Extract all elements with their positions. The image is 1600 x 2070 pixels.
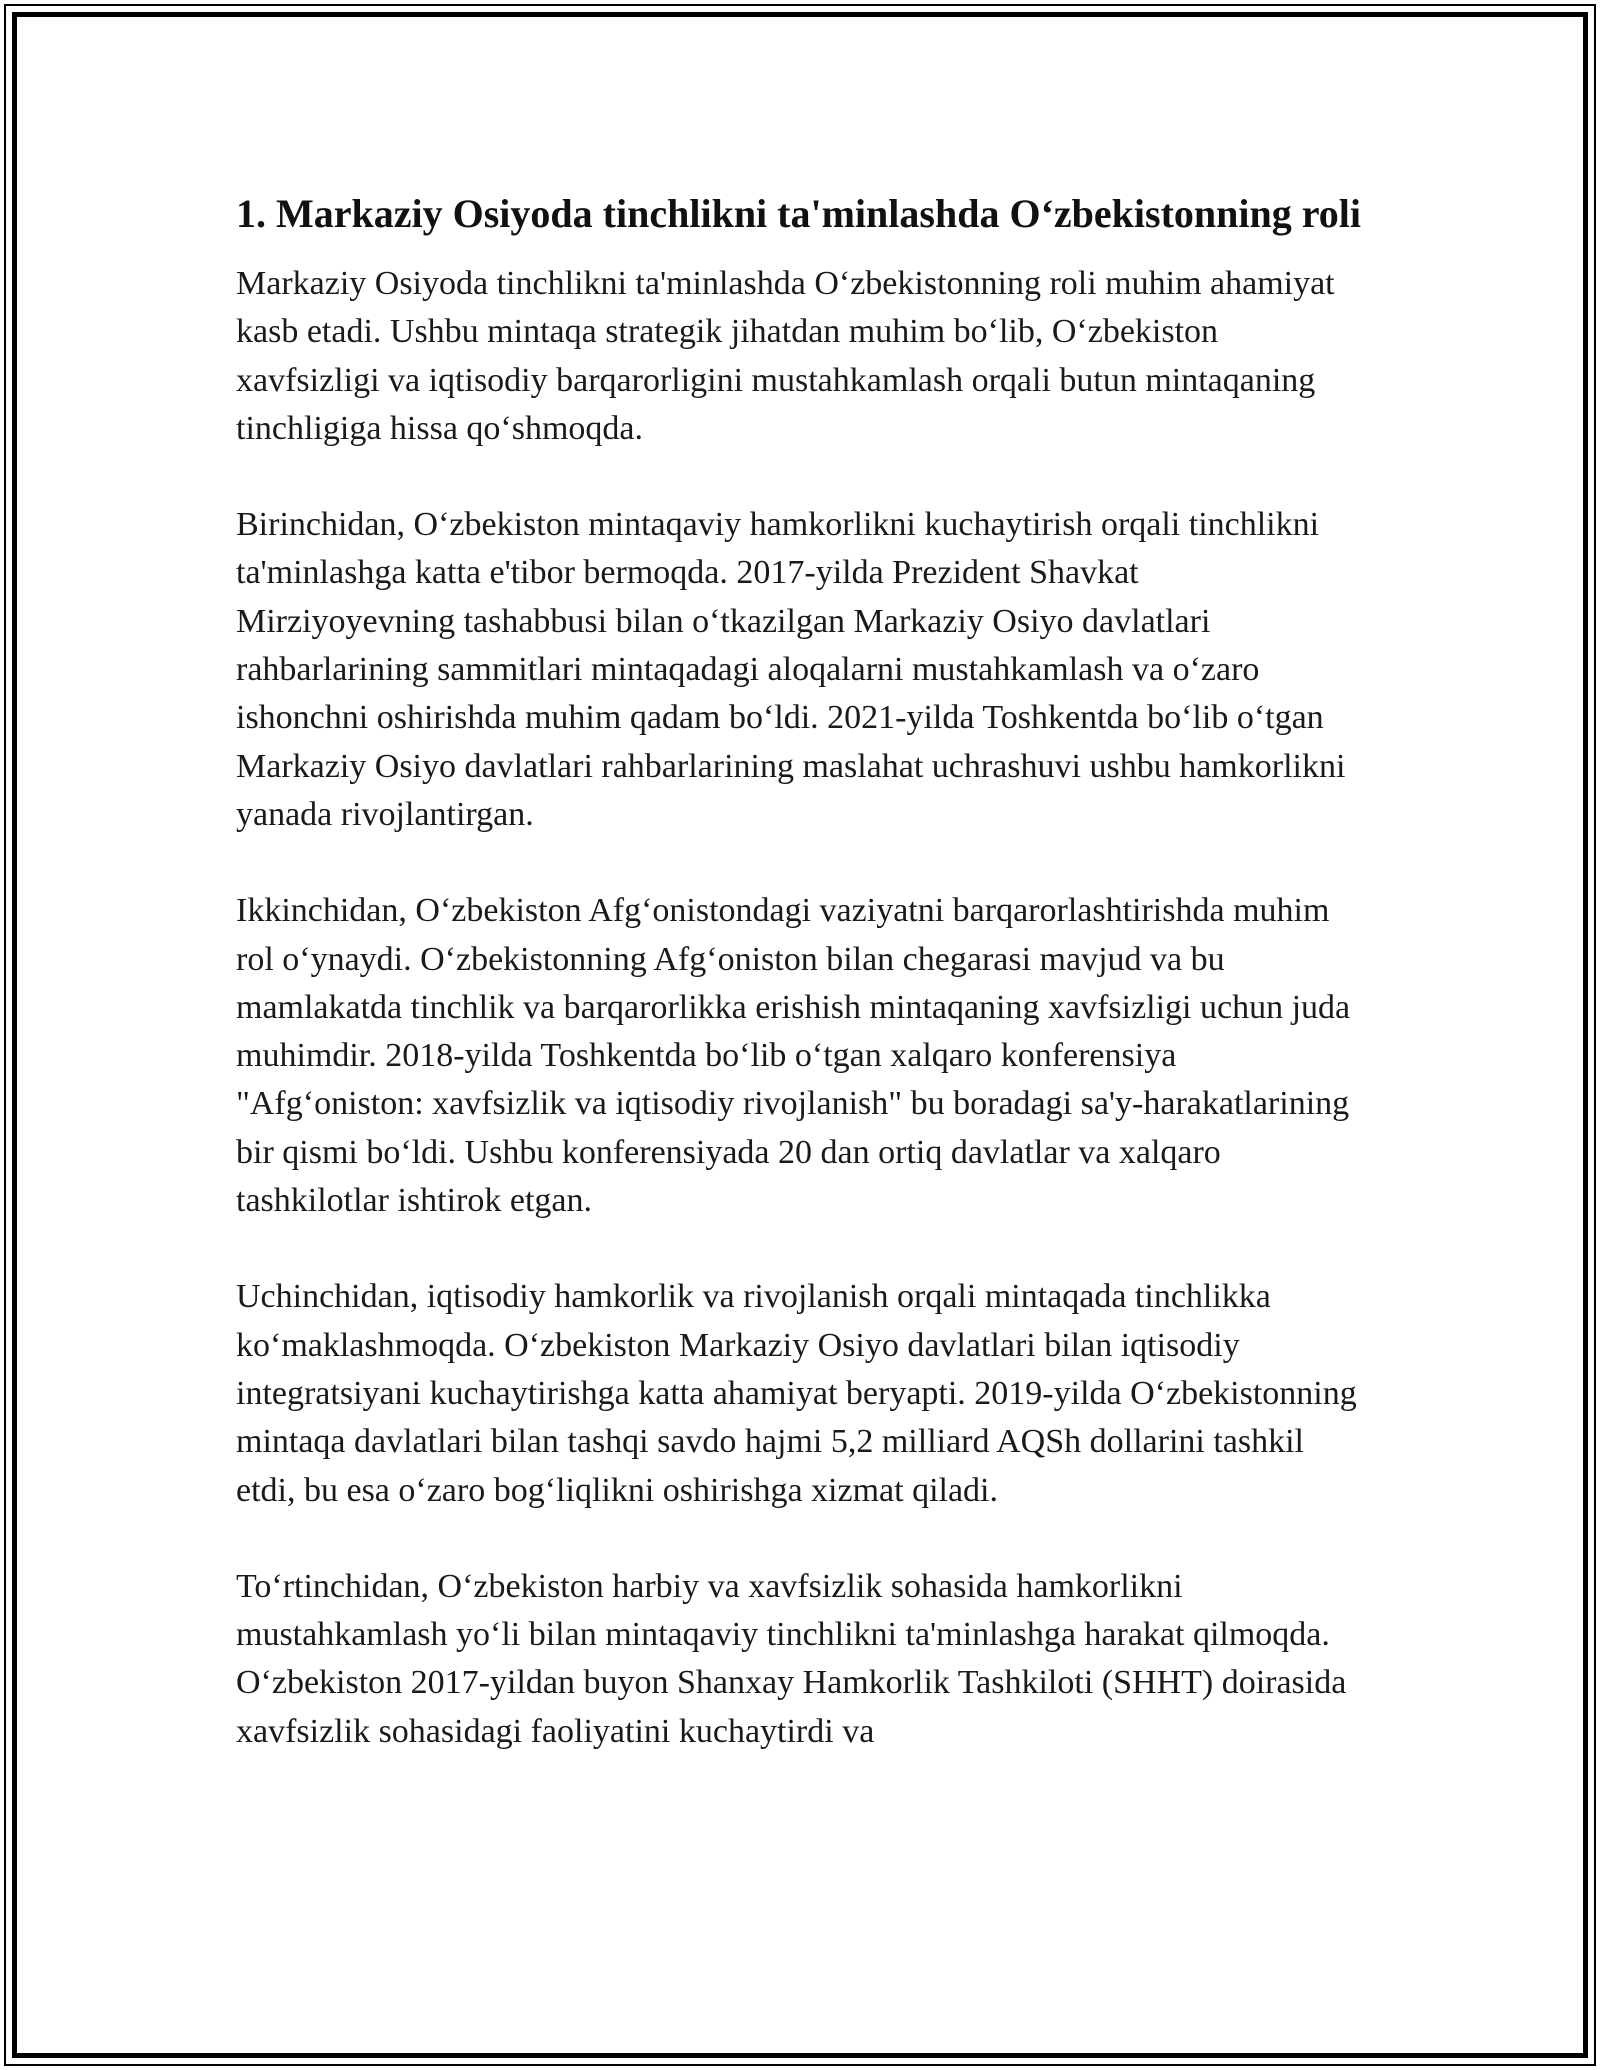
paragraph-second: Ikkinchidan, O‘zbekiston Afg‘onistondagi vaziyatni barqarorlashtirishda muhim rol o‘ynaydi. O‘zbekistonning Afg‘oniston bilan chegarasi mavjud va bu mamlakatda tinchlik va barqarorlikka erishish mintaqaning xavfsizligi uchun juda muhimdir. 2018-yilda Toshkentda bo‘lib o‘tgan xalqaro konferensiya "Afg‘oniston: xavfsizlik va iqtisodiy rivojlanish" bu boradagi sa'y-harakatlarining bir qismi bo‘ldi. Ushbu konferensiyada 20 dan ortiq davlatlar va xalqaro tashkilotlar ishtirok etgan. <box>236 892 1351 1220</box>
paragraph-fourth: To‘rtinchidan, O‘zbekiston harbiy va xavfsizlik sohasida hamkorlikni mustahkamlash yo‘li bilan mintaqaviy tinchlikni ta'minlashga harakat qilmoqda. O‘zbekiston 2017-yildan buyon Shanxay Hamkorlik Tashkiloti (SHHT) doirasida xavfsizlik sohasidagi faoliyatini kuchaytirdi va <box>236 1567 1347 1750</box>
paragraph-third: Uchinchidan, iqtisodiy hamkorlik va rivojlanish orqali mintaqada tinchlikka ko‘maklashmoqda. O‘zbekiston Markaziy Osiyo davlatlari bilan iqtisodiy integratsiyani kuchaytirishga katta ahamiyat beryapti. 2019-yilda O‘zbekistonning mintaqa davlatlari bilan tashqi savdo hajmi 5,2 milliard AQSh dollarini tashkil etdi, bu esa o‘zaro bog‘liqlikni oshirishga xizmat qiladi. <box>236 1278 1357 1509</box>
document-body <box>236 186 1366 1804</box>
paragraph-first: Birinchidan, O‘zbekiston mintaqaviy hamkorlikni kuchaytirish orqali tinchlikni ta'minlashga katta e'tibor bermoqda. 2017-yilda Prezident Shavkat Mirziyoyevning tashabbusi bilan o‘tkazilgan Markaziy Osiyo davlatlari rahbarlarining sammitlari mintaqadagi aloqalarni mustahkamlash va o‘zaro ishonchni oshirishda muhim qadam bo‘ldi. 2021-yilda Toshkentda bo‘lib o‘tgan Markaziy Osiyo davlatlari rahbarlarining maslahat uchrashuvi ushbu hamkorlikni yanada rivojlantirgan. <box>236 506 1346 833</box>
section-heading: 1. Markaziy Osiyoda tinchlikni ta'minlashda O‘zbekistonning roli <box>236 191 1361 236</box>
paragraph-intro: Markaziy Osiyoda tinchlikni ta'minlashda O‘zbekistonning roli muhim ahamiyat kasb etadi. Ushbu mintaqa strategik jihatdan muhim bo‘lib, O‘zbekiston xavfsizligi va iqtisodiy barqarorligini mustahkamlash orqali butun mintaqaning tinchligiga hissa qo‘shmoqda. <box>236 265 1335 447</box>
